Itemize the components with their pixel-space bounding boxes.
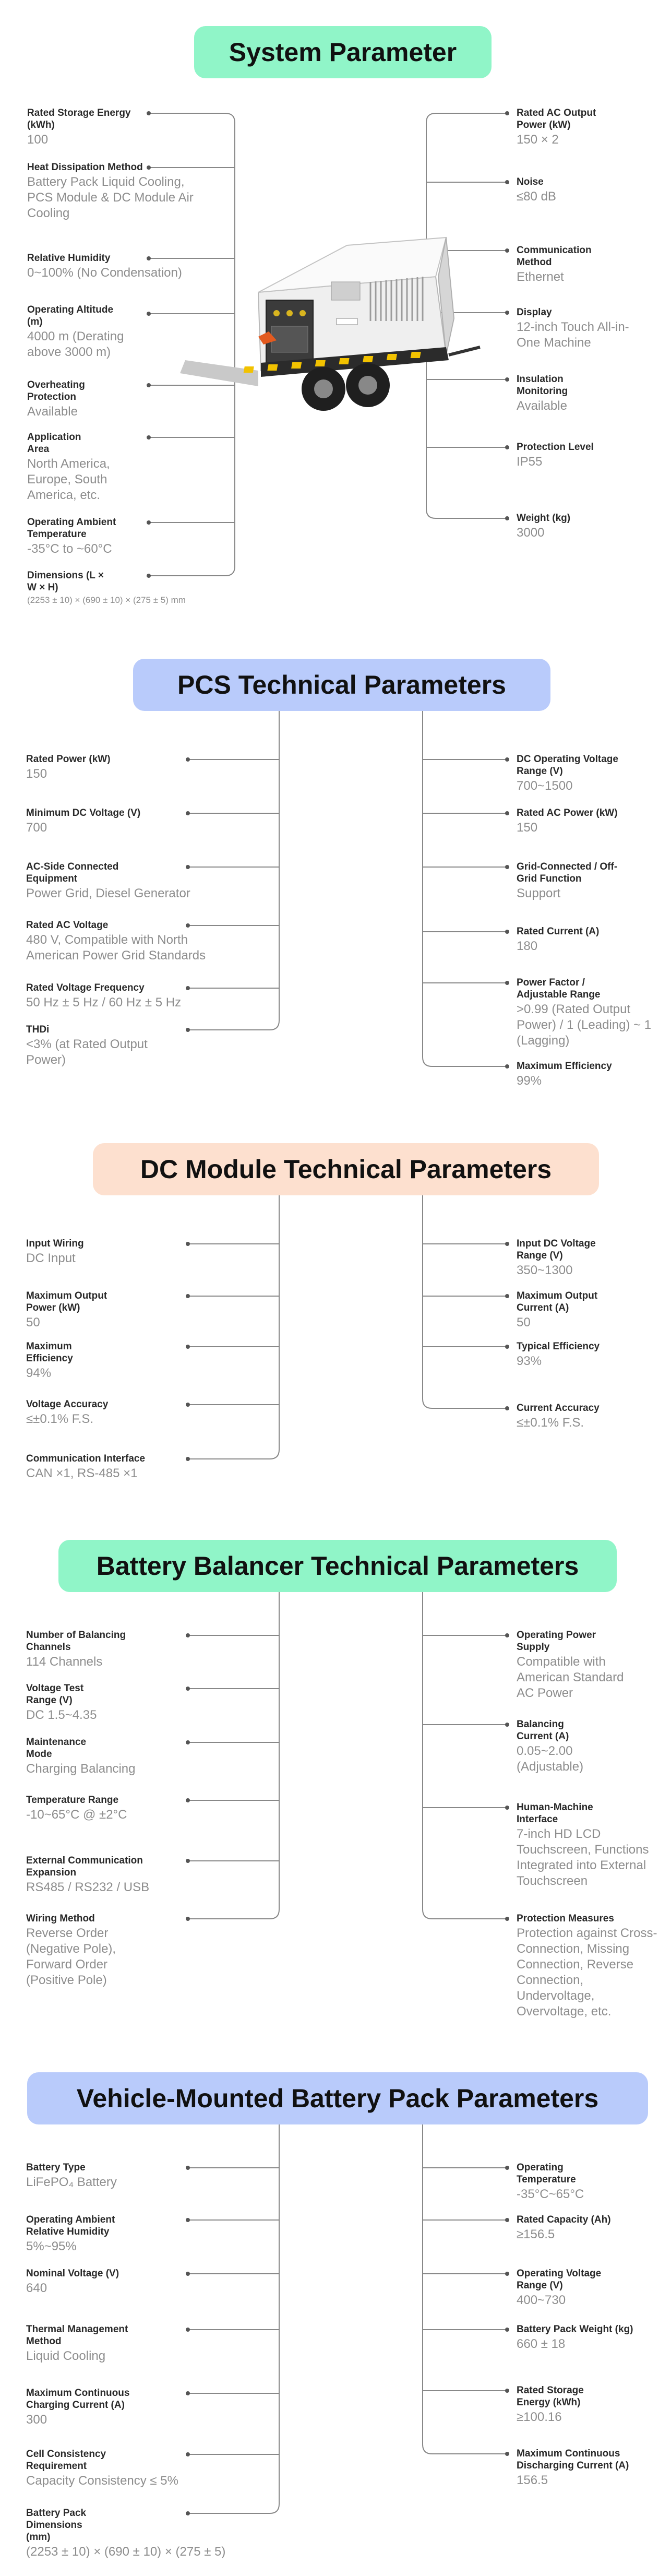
param-label: Rated Power (kW): [26, 754, 111, 765]
system-right-item: [517, 306, 657, 351]
param-value: Battery Pack Liquid Cooling, PCS Module & DC Module Air Cooling: [27, 175, 194, 220]
param-label: Rated Capacity (Ah): [517, 2214, 611, 2225]
param-value: >0.99 (Rated Output Power) / 1 (Leading) ~ 1 (Lagging): [517, 1002, 652, 1048]
vehicle-battery-title: Vehicle-Mounted Battery Pack Parameters: [27, 2072, 648, 2124]
system-right-item: [517, 107, 642, 148]
param-label: Input Wiring: [26, 1238, 84, 1249]
param-value: ≤80 dB: [517, 189, 556, 204]
balancer-left-item: [26, 1913, 183, 1988]
param-value: Compatible with American Standard AC Power: [517, 1655, 624, 1700]
param-value: -10~65°C @ ±2°C: [26, 1808, 127, 1822]
param-value: Charging Balancing: [26, 1762, 136, 1776]
dc-right-item: [517, 1340, 642, 1369]
param-label: Maintenance Mode: [26, 1737, 87, 1760]
balancer-left-item: [26, 1682, 183, 1723]
param-label: Operating Power Supply: [517, 1630, 596, 1653]
system-left-item: [27, 107, 147, 148]
pcs-left-item: [26, 982, 235, 1011]
vehicle-right-item: [517, 2214, 652, 2242]
param-value: DC 1.5~4.35: [26, 1708, 97, 1722]
param-value: 50: [517, 1315, 531, 1329]
pcs-right-item: [517, 807, 652, 836]
system-left-item: [27, 304, 152, 360]
dc-left-item: [26, 1340, 183, 1381]
pcs-left-item: [26, 1024, 183, 1068]
param-value: Reverse Order (Negative Pole), Forward Order (Positive Pole): [26, 1926, 116, 1987]
param-label: Rated Voltage Frequency: [26, 982, 145, 993]
param-value: DC Input: [26, 1251, 76, 1265]
vehicle-connector-lines: [0, 2046, 671, 2576]
param-value: 150: [26, 767, 47, 781]
param-value: 99%: [517, 1074, 542, 1088]
vehicle-left-item: [26, 2268, 183, 2296]
balancer-right-item: [517, 1718, 657, 1775]
system-parameter-section: [0, 0, 671, 626]
param-value: 93%: [517, 1354, 542, 1368]
dc-left-item: [26, 1398, 183, 1427]
param-label: Maximum Continuous Discharging Current (A): [517, 2448, 629, 2471]
dc-module-title: DC Module Technical Parameters: [93, 1143, 599, 1195]
param-value: Liquid Cooling: [26, 2349, 106, 2363]
param-label: Thermal Management Method: [26, 2324, 128, 2347]
param-value: CAN ×1, RS-485 ×1: [26, 1466, 138, 1480]
param-value: ≤±0.1% F.S.: [26, 1412, 94, 1426]
param-label: Battery Type: [26, 2162, 86, 2173]
dc-module-section: [0, 1096, 671, 1514]
system-right-item: [517, 441, 642, 470]
balancer-right-item: [517, 1801, 660, 1889]
param-label: Rated AC Output Power (kW): [517, 108, 596, 130]
param-label: Dimensions (L × W × H): [27, 570, 104, 593]
param-value: IP55: [517, 455, 543, 469]
param-label: DC Operating Voltage Range (V): [517, 754, 618, 777]
vehicle-battery-section: [0, 2046, 671, 2576]
system-left-item: [27, 431, 137, 503]
param-value: Ethernet: [517, 270, 564, 284]
balancer-left-item: [26, 1736, 183, 1777]
battery-balancer-section: [0, 1514, 671, 2046]
param-label: Rated Current (A): [517, 926, 600, 937]
param-label: THDi: [26, 1024, 50, 1035]
param-value: Capacity Consistency ≤ 5%: [26, 2474, 178, 2488]
param-value: Available: [517, 399, 567, 413]
param-label: Cell Consistency Requirement: [26, 2449, 106, 2472]
dc-left-item: [26, 1290, 183, 1331]
param-label: Rated AC Voltage: [26, 920, 109, 931]
balancer-left-item: [26, 1794, 183, 1823]
dc-left-item: [26, 1453, 183, 1481]
param-label: Operating Temperature: [517, 2162, 576, 2185]
param-label: Battery Pack Dimensions (mm): [26, 2508, 87, 2543]
balancer-left-item: [26, 1855, 183, 1895]
system-right-item: [517, 512, 642, 541]
balancer-right-item: [517, 1913, 660, 2020]
param-value: 156.5: [517, 2473, 548, 2487]
param-value: -35°C to ~60°C: [27, 542, 112, 556]
param-label: Maximum Efficiency: [517, 1061, 612, 1072]
param-value: 12-inch Touch All-in-One Machine: [517, 320, 629, 350]
pcs-left-item: [26, 919, 245, 964]
system-left-item: [27, 252, 215, 281]
param-value: 480 V, Compatible with North American Power Grid Standards: [26, 933, 206, 963]
param-label: Protection Measures: [517, 1913, 614, 1924]
param-value: RS485 / RS232 / USB: [26, 1880, 150, 1894]
param-label: Rated AC Power (kW): [517, 808, 618, 818]
param-label: Operating Ambient Relative Humidity: [26, 2214, 115, 2237]
param-label: Temperature Range: [26, 1795, 119, 1806]
vehicle-right-item: [517, 2448, 657, 2488]
param-value: 350~1300: [517, 1263, 573, 1277]
vehicle-left-item: [26, 2323, 183, 2364]
energy-storage-trailer-image: [175, 230, 483, 418]
pcs-right-item: [517, 925, 652, 954]
param-value: North America, Europe, South America, etc.: [27, 457, 110, 502]
battery-balancer-title: Battery Balancer Technical Parameters: [58, 1540, 617, 1592]
param-label: Current Accuracy: [517, 1403, 600, 1414]
param-value: ≥100.16: [517, 2410, 562, 2424]
vehicle-left-item: [26, 2387, 183, 2428]
param-label: Communication Interface: [26, 1453, 146, 1464]
param-value: -35°C~65°C: [517, 2187, 584, 2201]
param-label: Noise: [517, 176, 544, 187]
param-label: Operating Ambient Temperature: [27, 517, 116, 540]
balancer-right-item: [517, 1629, 657, 1701]
param-value: 50: [26, 1315, 40, 1329]
param-label: Human-Machine Interface: [517, 1802, 593, 1825]
param-value: 50 Hz ± 5 Hz / 60 Hz ± 5 Hz: [26, 995, 182, 1010]
param-label: Maximum Continuous Charging Current (A): [26, 2388, 130, 2411]
param-value: 660 ± 18: [517, 2337, 566, 2351]
param-label: Typical Efficiency: [517, 1341, 600, 1352]
param-label: Insulation Monitoring: [517, 374, 568, 397]
param-label: Rated Storage Energy (kWh): [27, 108, 131, 130]
param-label: Heat Dissipation Method: [27, 162, 143, 173]
param-value: Support: [517, 886, 561, 900]
pcs-left-item: [26, 861, 235, 901]
param-label: Voltage Accuracy: [26, 1399, 109, 1410]
param-label: Input DC Voltage Range (V): [517, 1238, 596, 1261]
vehicle-right-item: [517, 2162, 652, 2202]
system-left-item: [27, 161, 205, 221]
param-value: 150 × 2: [517, 133, 559, 147]
param-value: Available: [27, 405, 78, 419]
system-parameter-title: System Parameter: [194, 26, 492, 78]
param-label: Voltage Test Range (V): [26, 1683, 84, 1706]
system-right-item: [517, 373, 642, 414]
pcs-right-item: [517, 861, 652, 901]
param-label: AC-Side Connected Equipment: [26, 861, 119, 884]
pcs-section: [0, 626, 671, 1096]
param-value: 300: [26, 2413, 47, 2427]
param-label: Maximum Output Power (kW): [26, 1290, 107, 1313]
system-right-item: [517, 244, 642, 285]
param-label: Minimum DC Voltage (V): [26, 808, 141, 818]
param-label: External Communication Expansion: [26, 1855, 143, 1878]
param-value: 180: [517, 939, 538, 953]
balancer-left-item: [26, 1629, 183, 1670]
param-label: Operating Voltage Range (V): [517, 2268, 602, 2291]
dc-right-item: [517, 1290, 642, 1331]
param-label: Battery Pack Weight (kg): [517, 2324, 633, 2335]
param-value: 640: [26, 2281, 47, 2295]
param-value: 700~1500: [517, 779, 573, 793]
system-left-item: [27, 569, 246, 606]
param-label: Power Factor / Adjustable Range: [517, 977, 601, 1000]
param-label: Display: [517, 307, 552, 318]
vehicle-left-item: [26, 2214, 183, 2254]
param-label: Wiring Method: [26, 1913, 95, 1924]
vehicle-right-item: [517, 2384, 652, 2425]
vehicle-right-item: [517, 2268, 652, 2308]
pcs-right-item: [517, 753, 652, 794]
param-value: (2253 ± 10) × (690 ± 10) × (275 ± 5): [26, 2545, 226, 2559]
vehicle-right-item: [517, 2323, 657, 2352]
vehicle-left-item: [26, 2507, 245, 2560]
dc-left-item: [26, 1238, 183, 1266]
param-value: 5%~95%: [26, 2239, 77, 2253]
pcs-title: PCS Technical Parameters: [133, 659, 550, 711]
param-label: Relative Humidity: [27, 253, 111, 264]
param-value: 400~730: [517, 2293, 566, 2307]
vehicle-left-item: [26, 2448, 193, 2489]
param-value: 7-inch HD LCD Touchscreen, Functions Integrated into External Touchscreen: [517, 1827, 649, 1888]
dc-right-item: [517, 1402, 642, 1431]
vehicle-left-item: [26, 2162, 183, 2190]
param-value: LiFePO₄ Battery: [26, 2175, 117, 2189]
param-label: Grid-Connected / Off-Grid Function: [517, 861, 618, 884]
system-left-item: [27, 379, 131, 420]
dc-right-item: [517, 1238, 642, 1278]
pcs-left-item: [26, 753, 183, 782]
param-value: 0~100% (No Condensation): [27, 266, 182, 280]
param-value: (2253 ± 10) × (690 ± 10) × (275 ± 5) mm: [27, 595, 186, 605]
param-value: ≥156.5: [517, 2227, 555, 2241]
param-value: 94%: [26, 1366, 52, 1380]
param-value: <3% (at Rated Output Power): [26, 1037, 148, 1067]
param-value: 700: [26, 821, 47, 835]
param-label: Rated Storage Energy (kWh): [517, 2385, 584, 2408]
pcs-right-item: [517, 1060, 652, 1089]
system-left-item: [27, 516, 152, 557]
param-label: Overheating Protection: [27, 379, 85, 402]
param-value: 0.05~2.00 (Adjustable): [517, 1744, 584, 1774]
param-value: 150: [517, 821, 538, 835]
pcs-right-item: [517, 977, 657, 1049]
param-label: Communication Method: [517, 245, 592, 268]
param-label: Weight (kg): [517, 513, 571, 524]
param-label: Protection Level: [517, 442, 594, 453]
param-value: Protection against Cross-Connection, Missing Connection, Reverse Connection, Undervoltage, Overvoltage, etc.: [517, 1926, 657, 2019]
pcs-left-item: [26, 807, 183, 836]
param-value: Power Grid, Diesel Generator: [26, 886, 190, 900]
param-value: 4000 m (Derating above 3000 m): [27, 329, 124, 359]
param-label: Nominal Voltage (V): [26, 2268, 119, 2279]
param-label: Balancing Current (A): [517, 1719, 569, 1742]
param-value: 3000: [517, 526, 545, 540]
param-value: 100: [27, 133, 49, 147]
param-label: Maximum Efficiency: [26, 1341, 73, 1364]
param-label: Maximum Output Current (A): [517, 1290, 598, 1313]
param-value: 114 Channels: [26, 1655, 103, 1669]
system-right-item: [517, 176, 642, 205]
param-label: Application Area: [27, 432, 81, 455]
param-value: ≤±0.1% F.S.: [517, 1416, 584, 1430]
param-label: Number of Balancing Channels: [26, 1630, 126, 1653]
param-label: Operating Altitude (m): [27, 304, 114, 327]
